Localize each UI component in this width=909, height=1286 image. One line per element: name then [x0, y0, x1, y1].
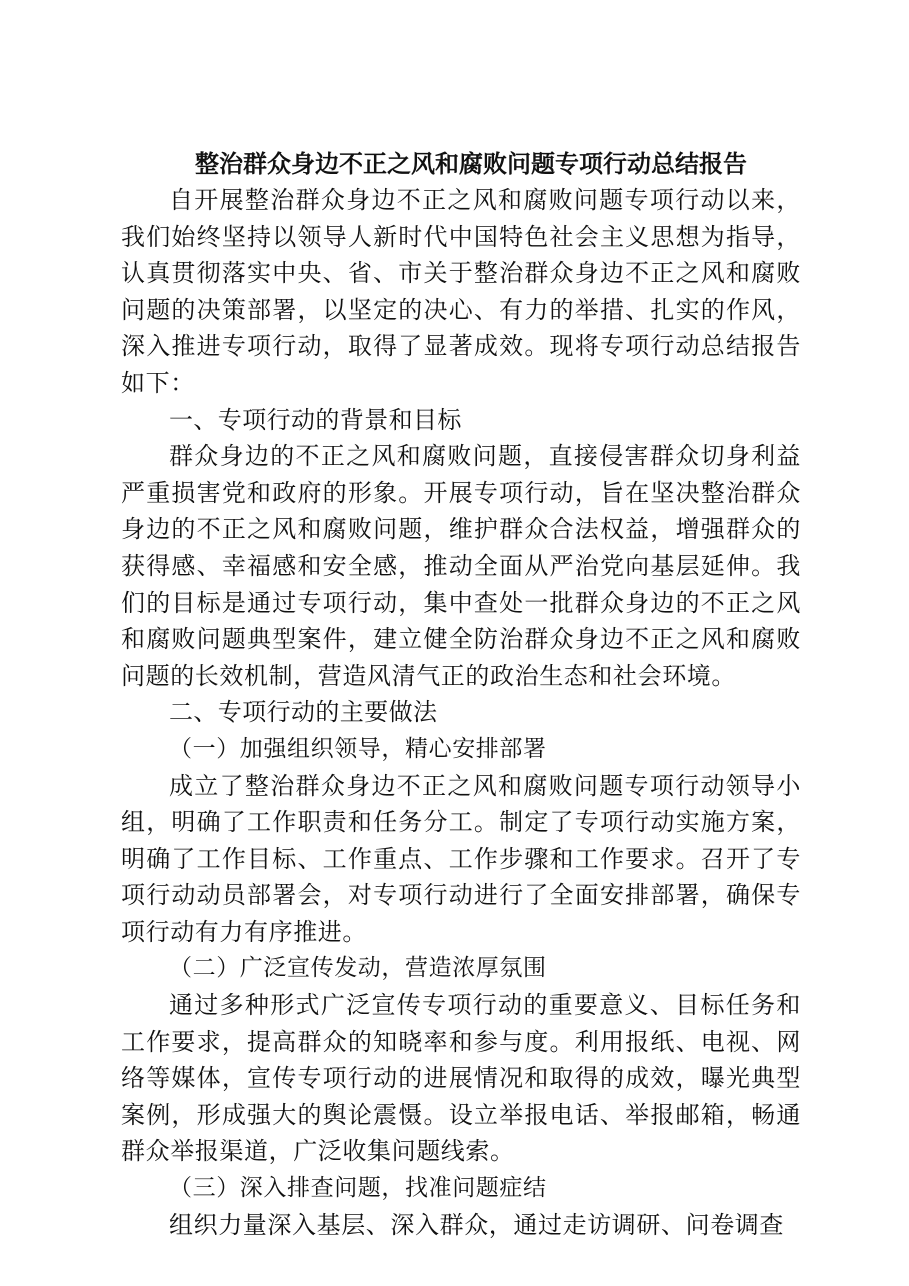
subsection-1-paragraph: 成立了整治群众身边不正之风和腐败问题专项行动领导小组，明确了工作职责和任务分工。制定了专项行动实施方案，明确了工作目标、工作重点、工作步骤和工作要求。召开了专项行动动员部署会，对专项行动进行了全面安排部署，确保专项行动有力有序推进。 [121, 771, 801, 946]
subsection-2-paragraph: 通过多种形式广泛宣传专项行动的重要意义、目标任务和工作要求，提高群众的知晓率和参与度。利用报纸、电视、网络等媒体，宣传专项行动的进展情况和取得的成效，曝光典型案例，形成强大的舆论震慑。设立举报电话、举报邮箱，畅通群众举报渠道，广泛收集问题线索。 [121, 991, 801, 1166]
subsection-1-heading: （一）加强组织领导，精心安排部署 [169, 735, 547, 762]
section-2-heading: 二、专项行动的主要做法 [169, 698, 438, 727]
section-1-paragraph: 群众身边的不正之风和腐败问题，直接侵害群众切身利益严重损害党和政府的形象。开展专项行动，旨在坚决整治群众身边的不正之风和腐败问题，维护群众合法权益，增强群众的获得感、幸福感和安全感，推动全面从严治党向基层延伸。我们的目标是通过专项行动，集中查处一批群众身边的不正之风和腐败问题典型案件，建立健全防治群众身边不正之风和腐败问题的长效机制，营造风清气正的政治生态和社会环境。 [121, 442, 801, 690]
subsection-3-paragraph: 组织力量深入基层、深入群众，通过走访调研、问卷调查 [169, 1210, 784, 1239]
document-title: 整治群众身边不正之风和腐败问题专项行动总结报告 [195, 149, 747, 178]
subsection-2-heading: （二）广泛宣传发动，营造浓厚氛围 [169, 955, 547, 982]
intro-paragraph: 自开展整治群众身边不正之风和腐败问题专项行动以来，我们始终坚持以领导人新时代中国特色社会主义思想为指导，认真贯彻落实中央、省、市关于整治群众身边不正之风和腐败问题的决策部署，以坚定的决心、有力的举措、扎实的作风，深入推进专项行动，取得了显著成效。现将专项行动总结报告如下： [121, 186, 801, 397]
section-1-heading: 一、专项行动的背景和目标 [169, 405, 462, 434]
document-body [121, 146, 801, 1243]
subsection-3-heading: （三）深入排查问题，找准问题症结 [169, 1175, 547, 1202]
